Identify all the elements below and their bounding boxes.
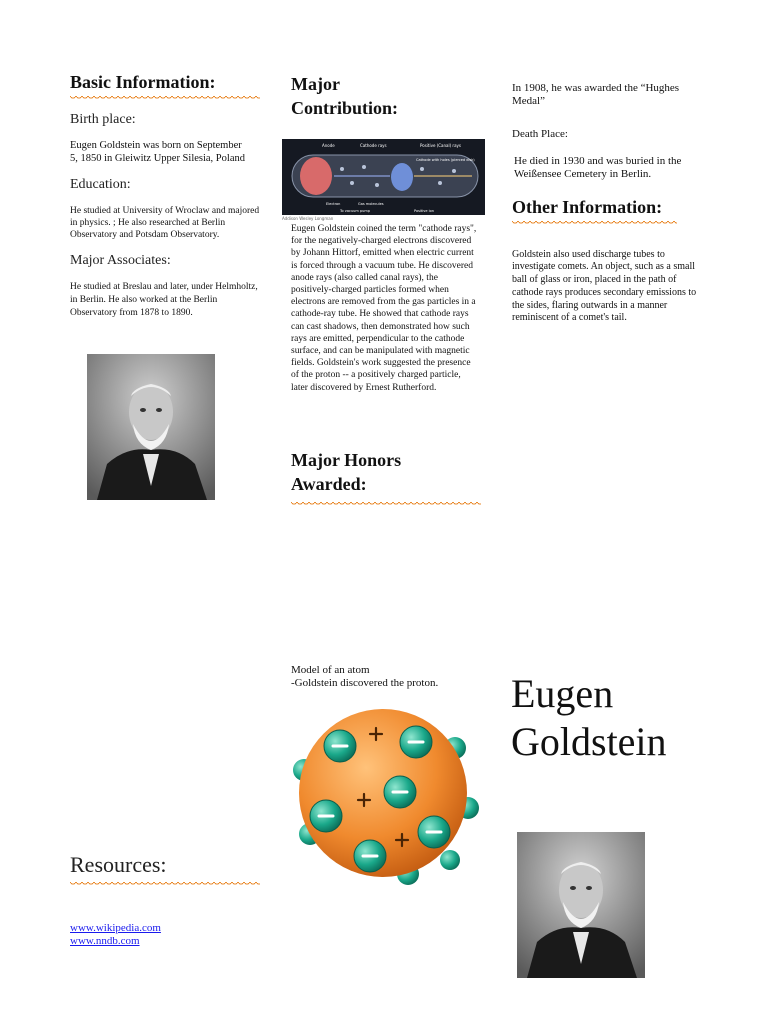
education-label: Education: xyxy=(70,177,131,192)
column-contribution xyxy=(291,72,481,120)
honors-heading-line1: Major Honors xyxy=(291,450,402,470)
title-name xyxy=(511,670,751,766)
title-name-line2: Goldstein xyxy=(511,719,667,764)
award-text: In 1908, he was awarded the “Hughes Medal” xyxy=(512,82,680,107)
contribution-heading-line2: Contribution: xyxy=(291,98,399,118)
atom-caption-line1: Model of an atom xyxy=(291,664,370,676)
resources-heading: Resources: xyxy=(70,852,167,877)
other-info-text: Goldstein also used discharge tubes to investigate comets. An object, such as a small ball of glass or iron, placed in the path of cathode rays produces secondary emissions to the sides, flaring outwards in a manner reminiscent of a comet's tail. xyxy=(512,248,697,324)
diagram-label-cathode-rays: Cathode rays xyxy=(360,143,387,148)
atom-model xyxy=(290,700,480,885)
portrait-image-large xyxy=(517,832,645,978)
diagram-label-positive-ion: Positive ion xyxy=(414,209,434,213)
education-text: He studied at University of Wroclaw and majored in physics. ; He also researched at Berlin Observatory and Potsdam Observatory. xyxy=(70,206,260,240)
diagram-label-anode: Anode xyxy=(322,143,335,148)
portrait-photo-large xyxy=(517,832,645,978)
column-other-info xyxy=(512,82,702,325)
diagram-caption: Addison Wesley Longman xyxy=(282,216,334,221)
link-wikipedia[interactable]: www.wikipedia.com xyxy=(70,922,161,934)
honors-heading xyxy=(291,448,481,496)
honors-heading-line2: Awarded: xyxy=(291,474,367,494)
resources-underline xyxy=(70,882,260,888)
diagram-label-vacuum-pump: To vacuum pump xyxy=(340,209,370,213)
major-associates-label: Major Associates: xyxy=(70,253,171,268)
portrait-image xyxy=(87,354,215,500)
resources-section xyxy=(70,852,260,948)
cathode-ray-diagram xyxy=(282,139,485,215)
honors-underline xyxy=(291,502,481,508)
honors-section xyxy=(291,448,481,508)
death-place-label: Death Place: xyxy=(512,128,568,140)
diagram-label-gas-molecules: Gas molecules xyxy=(358,202,384,206)
contribution-heading-line1: Major xyxy=(291,74,340,94)
heading-underline xyxy=(70,96,260,102)
atom-caption xyxy=(291,664,481,690)
other-info-underline xyxy=(512,221,677,227)
column-basic-info xyxy=(70,70,260,320)
link-nndb[interactable]: www.nndb.com xyxy=(70,935,140,947)
contribution-text: Eugen Goldstein coined the term "cathode rays", for the negatively-charged electrons discovered by Johann Hittorf, emitted when electric current is forced through a vacuum tube. He discovered anode rays (also called canal rays), the positively-charged particles formed when electrons are removed from the gas particles in a cathode-ray tube. He showed that cathode rays can cast shadows, then demonstrated how such rays are emitted, perpendicular to the cathode surface, and can be manipulated with magnetic fields. Goldstein's work suggested the presence of the proton -- a positively charged particle, later discovered by Ernest Rutherford. xyxy=(291,224,477,393)
portrait-photo xyxy=(87,354,215,500)
major-contribution-heading xyxy=(291,72,481,120)
basic-info-heading: Basic Information: xyxy=(70,72,216,92)
death-place-text: He died in 1930 and was buried in the Weißensee Cemetery in Berlin. xyxy=(514,154,682,180)
other-info-heading: Other Information: xyxy=(512,196,663,217)
title-name-line1: Eugen xyxy=(511,671,614,716)
major-associates-text: He studied at Breslau and later, under Helmholtz, in Berlin. He also worked at the Berlin Observatory from 1878 to 1890. xyxy=(70,282,258,318)
diagram-label-cathode-holes: Cathode with holes (pierced disk) xyxy=(416,158,475,162)
diagram-label-positive-rays: Positive (Canal) rays xyxy=(420,143,461,148)
birth-place-label: Birth place: xyxy=(70,112,136,127)
atom-caption-line2: -Goldstein discovered the proton. xyxy=(291,677,439,689)
birth-place-text: Eugen Goldstein was born on September 5, 1850 in Gleiwitz Upper Silesia, Poland xyxy=(70,140,245,164)
diagram-label-electron: Electron xyxy=(326,202,341,206)
